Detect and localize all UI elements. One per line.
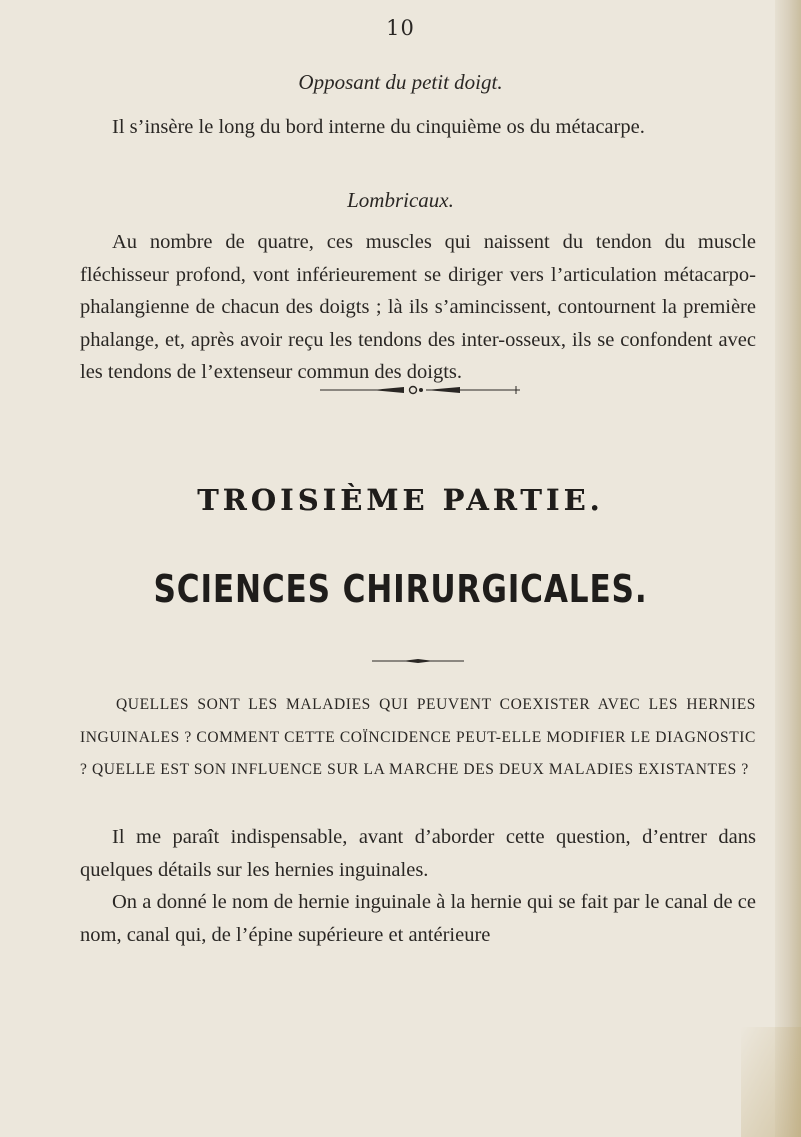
page-corner-stain [741,1027,801,1137]
thin-rule-divider [372,658,464,664]
section-text-opposant: Il s’insère le long du bord interne du cinquième os du métacarpe. [112,116,645,138]
page-edge-shadow [775,0,801,1137]
section-text-lombricaux: Au nombre de quatre, ces muscles qui naissent du tendon du muscle fléchisseur profond, vont inférieurement se diriger vers l’articulation métacarpo-phalangienne de chacun des doigts ; là ils s’amincissent, contournent la première phalange, et, après avoir reçu les tendons des inter-osseux, ils se confondent avec les tendons de l’extenseur commun des doigts. [80,231,756,383]
body-paragraph: Il me paraît indispensable, avant d’aborder cette question, d’entrer dans quelques détails sur les hernies inguinales. [80,826,756,881]
section-heading-lombricaux: Lombricaux. [347,188,454,212]
part-title: TROISIÈME PARTIE. [197,483,604,517]
section-heading-opposant: Opposant du petit doigt. [298,70,503,94]
part-subtitle: SCIENCES CHIRURGICALES. [153,567,648,611]
page-number: 10 [386,16,415,40]
ornament-divider [320,383,520,397]
chapter-question: QUELLES SONT LES MALADIES QUI PEUVENT COEXISTER AVEC LES HERNIES INGUINALES ? COMMENT CETTE COÏNCIDENCE PEUT-ELLE MODIFIER LE DIAGNOSTIC ? QUELLE EST SON INFLUENCE SUR LA MARCHE DES DEUX MALADIES EXISTANTES ? [80,696,756,778]
body-paragraph: On a donné le nom de hernie inguinale à la hernie qui se fait par le canal de ce nom, canal qui, de l’épine supérieure et antérieure [80,891,756,946]
